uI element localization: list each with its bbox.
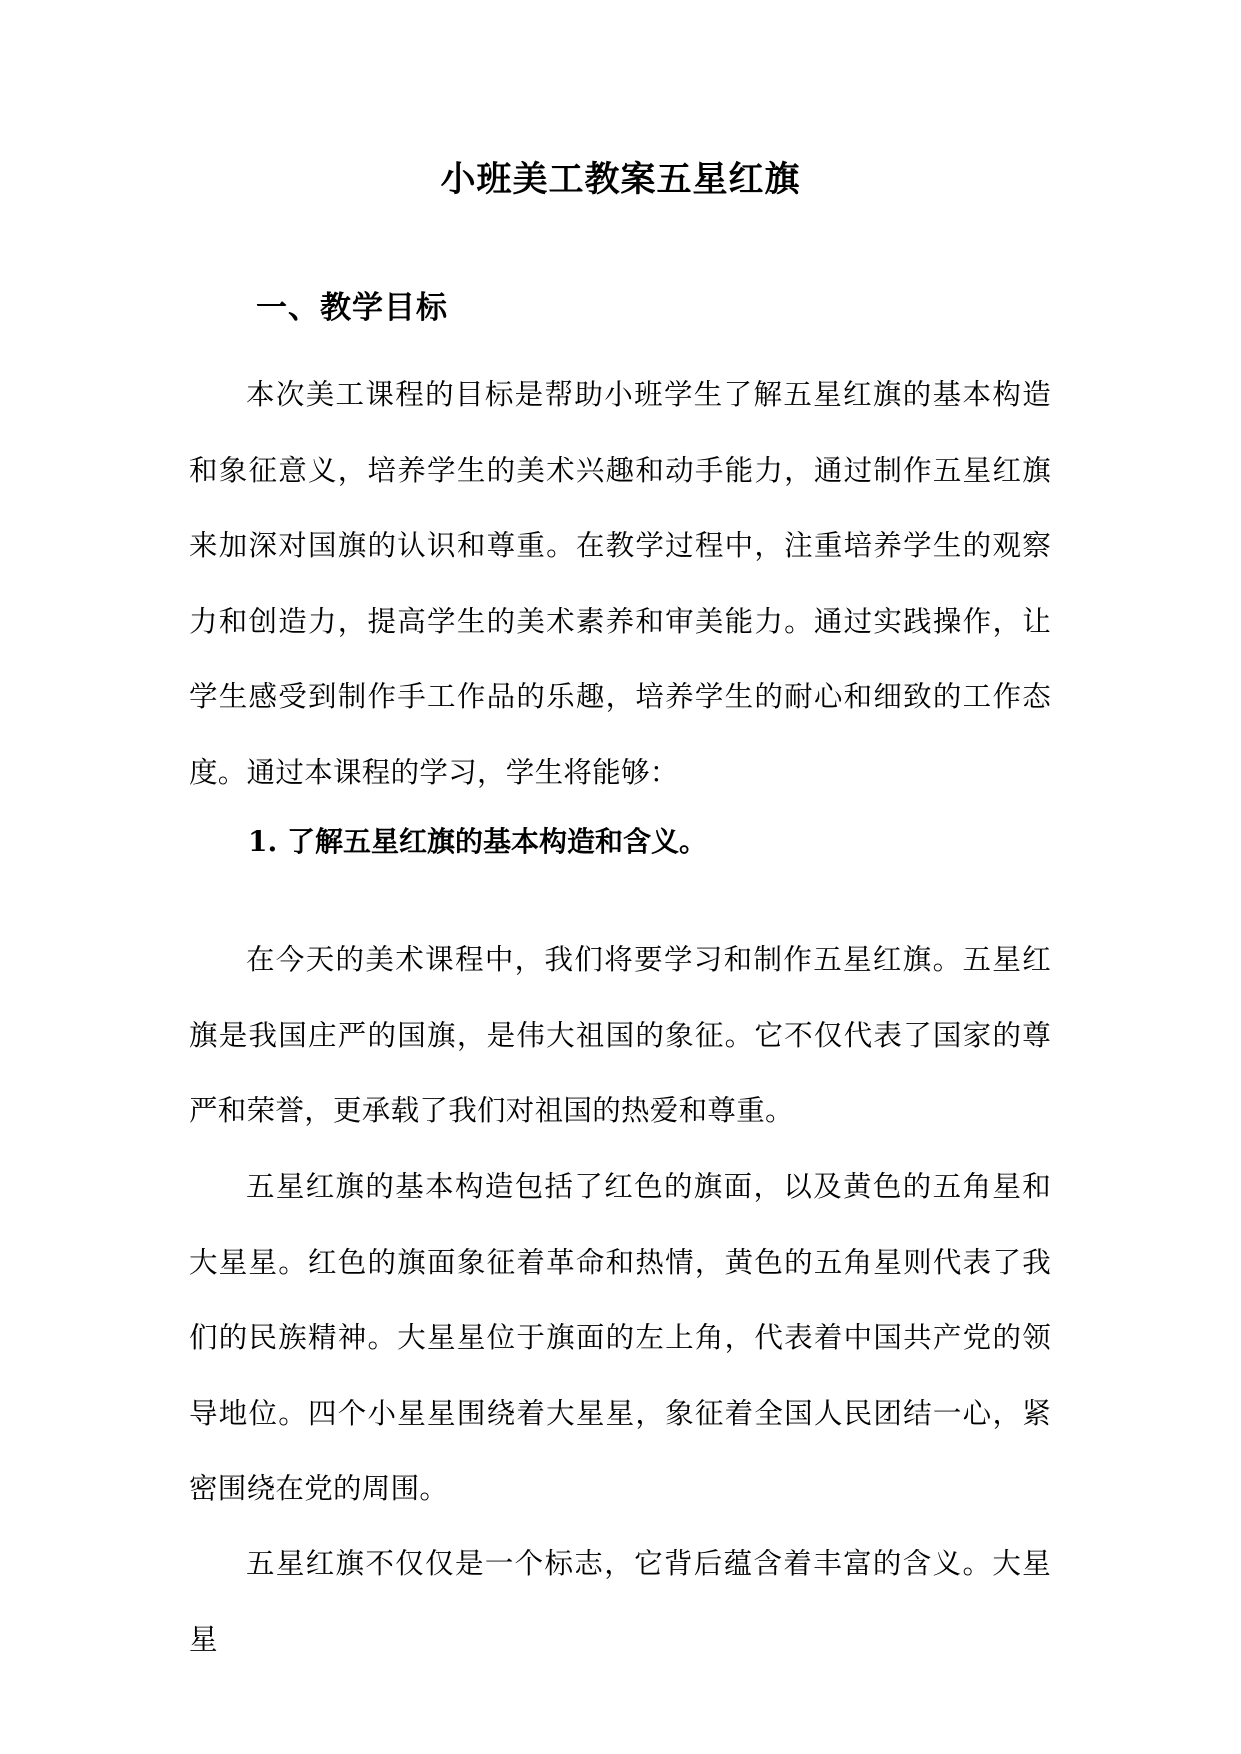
- paragraph-flag-structure: 五星红旗的基本构造包括了红色的旗面，以及黄色的五角星和大星星。红色的旗面象征着革命和热情，黄色的五角星则代表了我们的民族精神。大星星位于旗面的左上角，代表着中国共产党的领导地位。四个小星星围绕着大星星，象征着全国人民团结一心，紧密围绕在党的周围。: [189, 1170, 1051, 1505]
- list-item-heading-1: 1. 了解五星红旗的基本构造和含义。: [248, 825, 707, 858]
- paragraph-flag-meaning: 五星红旗不仅仅是一个标志，它背后蕴含着丰富的含义。大星星: [189, 1547, 1051, 1656]
- section-heading-teaching-goals: 一、教学目标: [256, 290, 448, 326]
- paragraph-teaching-goals: 本次美工课程的目标是帮助小班学生了解五星红旗的基本构造和象征意义，培养学生的美术兴趣和动手能力，通过制作五星红旗来加深对国旗的认识和尊重。在教学过程中，注重培养学生的观察力和创造力，提高学生的美术素养和审美能力。通过实践操作，让学生感受到制作手工作品的乐趣，培养学生的耐心和细致的工作态度。通过本课程的学习，学生将能够：: [189, 378, 1051, 789]
- document-title: 小班美工教案五星红旗: [440, 159, 801, 200]
- paragraph-flag-intro: 在今天的美术课程中，我们将要学习和制作五星红旗。五星红旗是我国庄严的国旗，是伟大祖国的象征。它不仅代表了国家的尊严和荣誉，更承载了我们对祖国的热爱和尊重。: [189, 943, 1051, 1127]
